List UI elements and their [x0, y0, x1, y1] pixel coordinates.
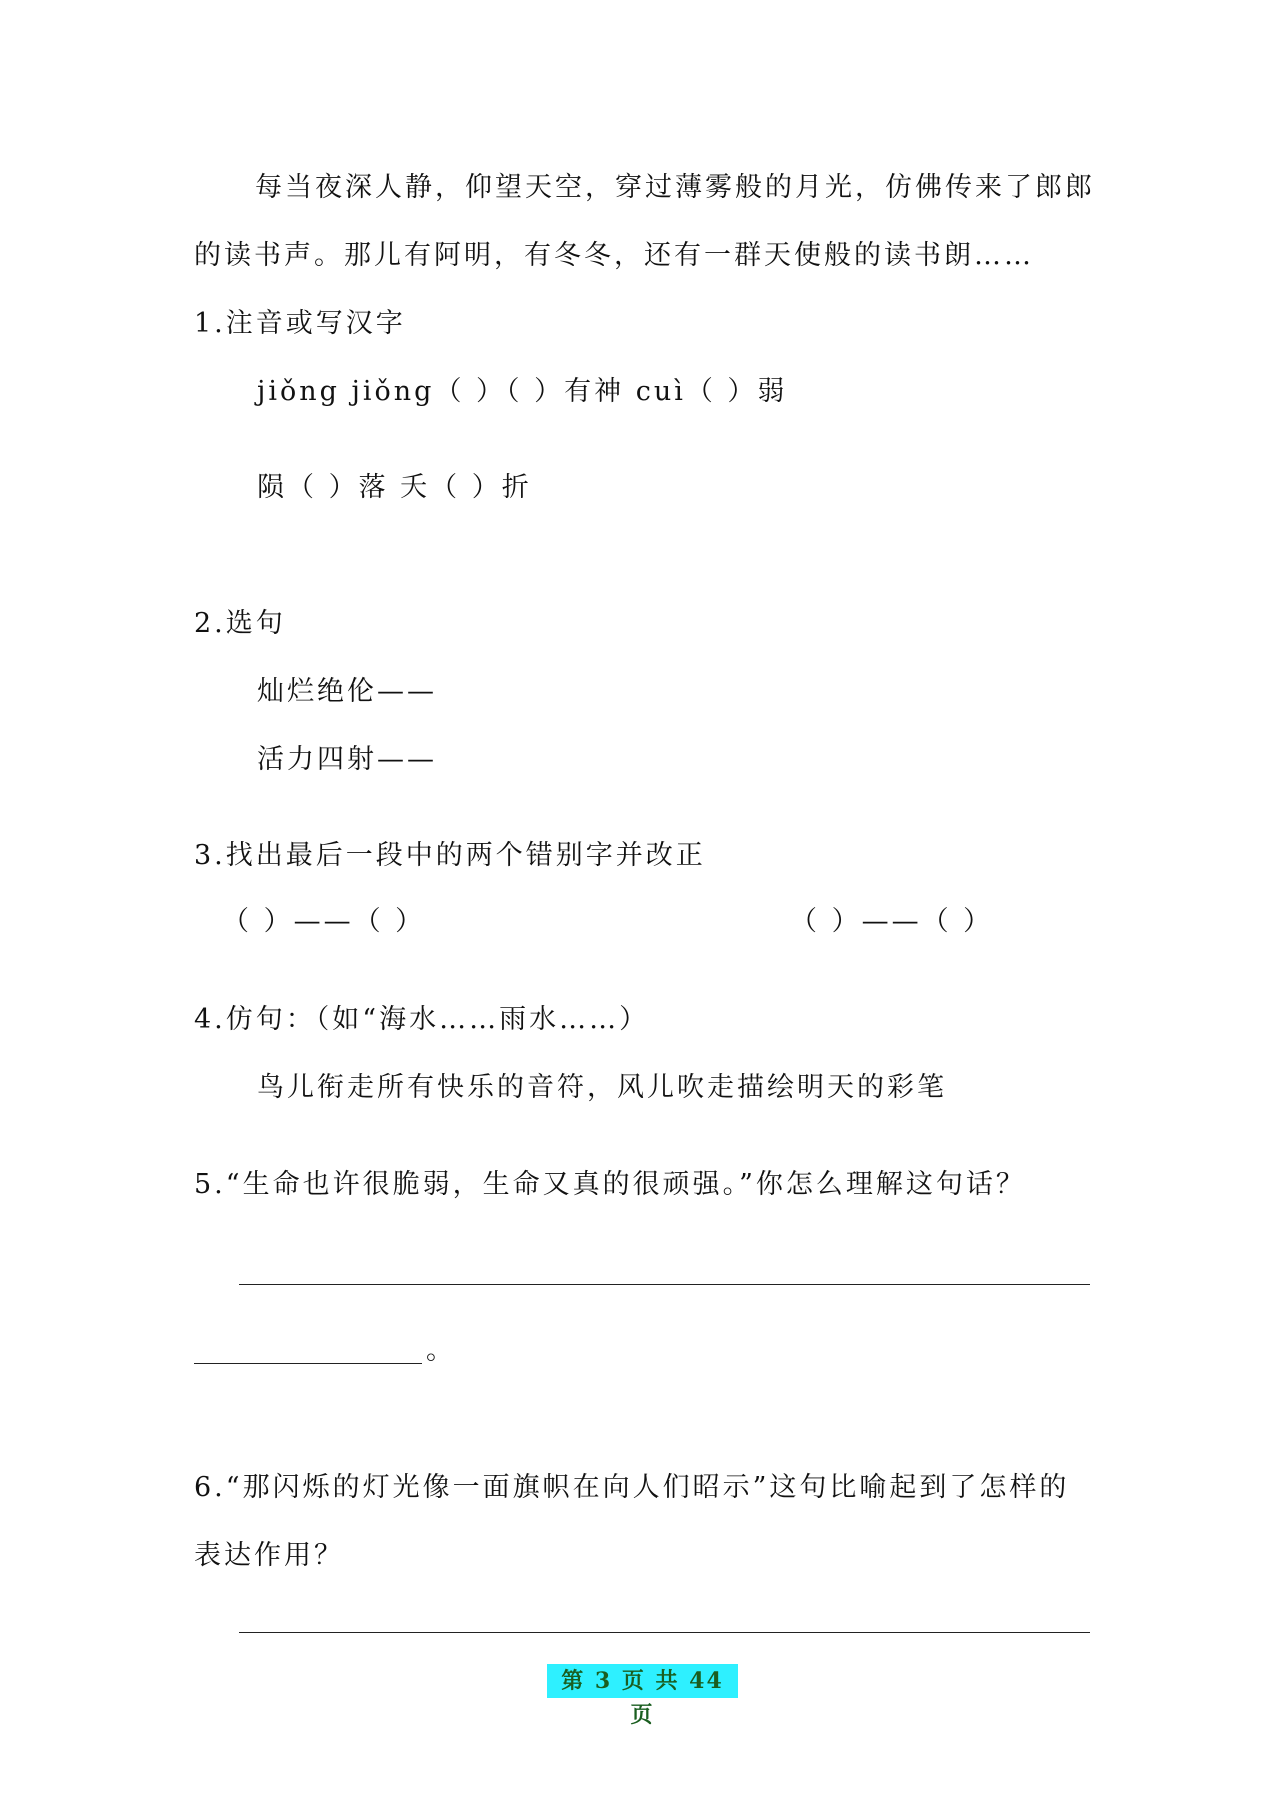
q4-title: 4.仿句：（如“海水……雨水……） — [194, 1004, 650, 1035]
passage-line-2: 的读书声。那儿有阿明，有冬冬，还有一群天使般的读书朗…… — [194, 240, 1034, 271]
q2-item-1: 灿烂绝伦—— — [257, 676, 437, 707]
page-number-footer: 第 3 页 共 44 页 — [547, 1664, 738, 1698]
q6-title-line-1: 6.“那闪烁的灯光像一面旗帜在向人们昭示”这句比喻起到了怎样的 — [194, 1472, 1070, 1503]
q1-row-1: jiǒng jiǒng（ ）（ ）有神 cuì（ ）弱 — [257, 376, 788, 407]
q2-item-2: 活力四射—— — [257, 744, 437, 775]
q5-title: 5.“生命也许很脆弱，生命又真的很顽强。”你怎么理解这句话？ — [194, 1169, 1026, 1200]
q3-title: 3.找出最后一段中的两个错别字并改正 — [194, 840, 706, 871]
passage-line-1: 每当夜深人静，仰望天空，穿过薄雾般的月光，仿佛传来了郎郎 — [255, 172, 1095, 203]
q5-answer-line-2[interactable] — [194, 1363, 422, 1364]
q4-sentence: 鸟儿衔走所有快乐的音符，风儿吹走描绘明天的彩笔 — [257, 1072, 947, 1103]
q3-pair-2: （ ）——（ ） — [790, 906, 994, 937]
q6-title-line-2: 表达作用？ — [194, 1540, 344, 1571]
q5-answer-line-1[interactable] — [239, 1284, 1090, 1285]
q3-pair-1: （ ）——（ ） — [222, 906, 426, 937]
q2-title: 2.选句 — [194, 608, 286, 639]
q6-answer-line-1[interactable] — [239, 1632, 1090, 1633]
q1-row-2: 陨（ ）落 夭（ ）折 — [257, 472, 532, 503]
q1-title: 1.注音或写汉字 — [194, 308, 406, 339]
q5-end-mark: 。 — [426, 1335, 456, 1366]
